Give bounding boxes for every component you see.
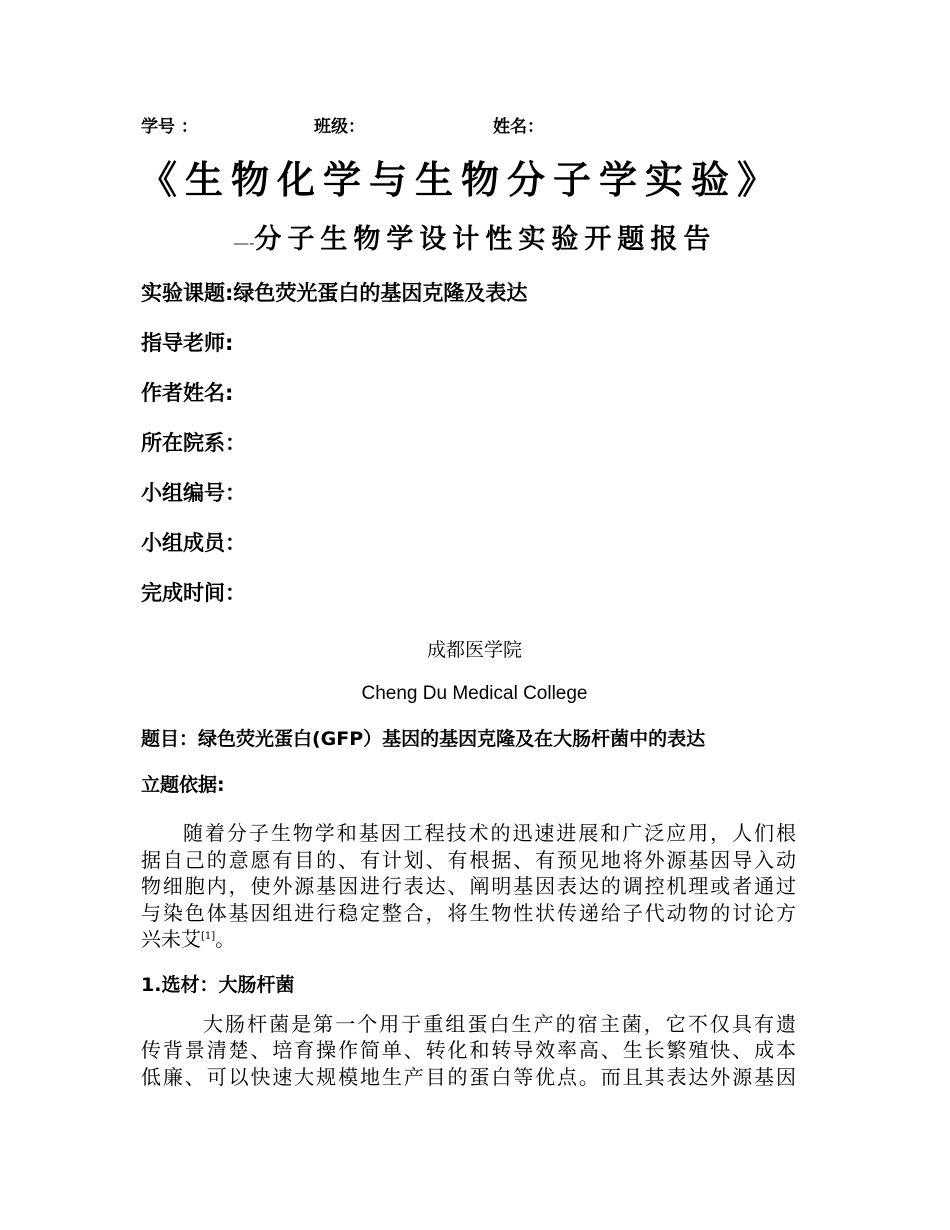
paragraph-line: 物细胞内，使外源基因进行表达、阐明基因表达的调控机理或者通过: [141, 874, 796, 898]
document-content: [138, 112, 796, 1090]
section-heading-material: 1.选材：大肠杆菌: [141, 973, 295, 996]
student-id-label: 学号 ：: [141, 117, 198, 137]
report-topic-heading: 题目：绿色荧光蛋白(GFP）基因的基因克隆及在大肠杆菌中的表达: [141, 728, 706, 750]
paragraph-line: 与染色体基因组进行稳定整合，将生物性状传递给子代动物的讨论方: [141, 900, 796, 925]
class-label: 班级：: [314, 117, 365, 137]
document-subtitle: [141, 212, 796, 268]
paragraph-line: 传背景清楚、培育操作简单、转化和转导效率高、生长繁殖快、成本: [141, 1038, 796, 1062]
completion-time-field: 完成时间：: [141, 581, 246, 605]
paragraph-rationale: [141, 820, 796, 953]
citation-marker: [1]: [201, 931, 216, 942]
document-title: 《生物化学与生物分子学实验》: [138, 157, 783, 202]
paragraph-end-mark: 。: [215, 927, 236, 951]
paragraph-line: 随着分子生物学和基因工程技术的迅速进展和广泛应用，人们根: [183, 821, 796, 845]
paragraph-line: 据自己的意愿有目的、有计划、有根据、有预见地将外源基因导入动: [141, 847, 796, 872]
department-field: 所在院系：: [141, 431, 246, 455]
paragraph-line: 大肠杆菌是第一个用于重组蛋白生产的宿主菌，它不仅具有遗: [203, 1011, 796, 1036]
group-number-field: 小组编号：: [141, 481, 246, 505]
name-label: 姓名：: [493, 117, 544, 137]
student-info-line: [141, 112, 796, 142]
experiment-topic: 实验课题:绿色荧光蛋白的基因克隆及表达: [141, 281, 528, 305]
subtitle-dash: —-: [233, 233, 255, 252]
group-members-field: 小组成员：: [141, 531, 246, 555]
paragraph-last-text: 兴未艾: [141, 927, 201, 951]
subtitle-text: 分子生物学设计性实验开题报告: [254, 224, 717, 255]
paragraph-line: [141, 926, 796, 953]
paragraph-ecoli: [141, 1011, 796, 1091]
paragraph-line: 低廉、可以快速大规模地生产目的蛋白等优点。而且其表达外源基因: [141, 1064, 796, 1089]
author-field: 作者姓名:: [141, 381, 234, 405]
college-name-en: Cheng Du Medical College: [361, 683, 588, 704]
advisor-field: 指导老师:: [141, 331, 234, 355]
college-name-cn: 成都医学院: [426, 639, 522, 661]
basis-heading: 立题依据:: [141, 774, 225, 796]
